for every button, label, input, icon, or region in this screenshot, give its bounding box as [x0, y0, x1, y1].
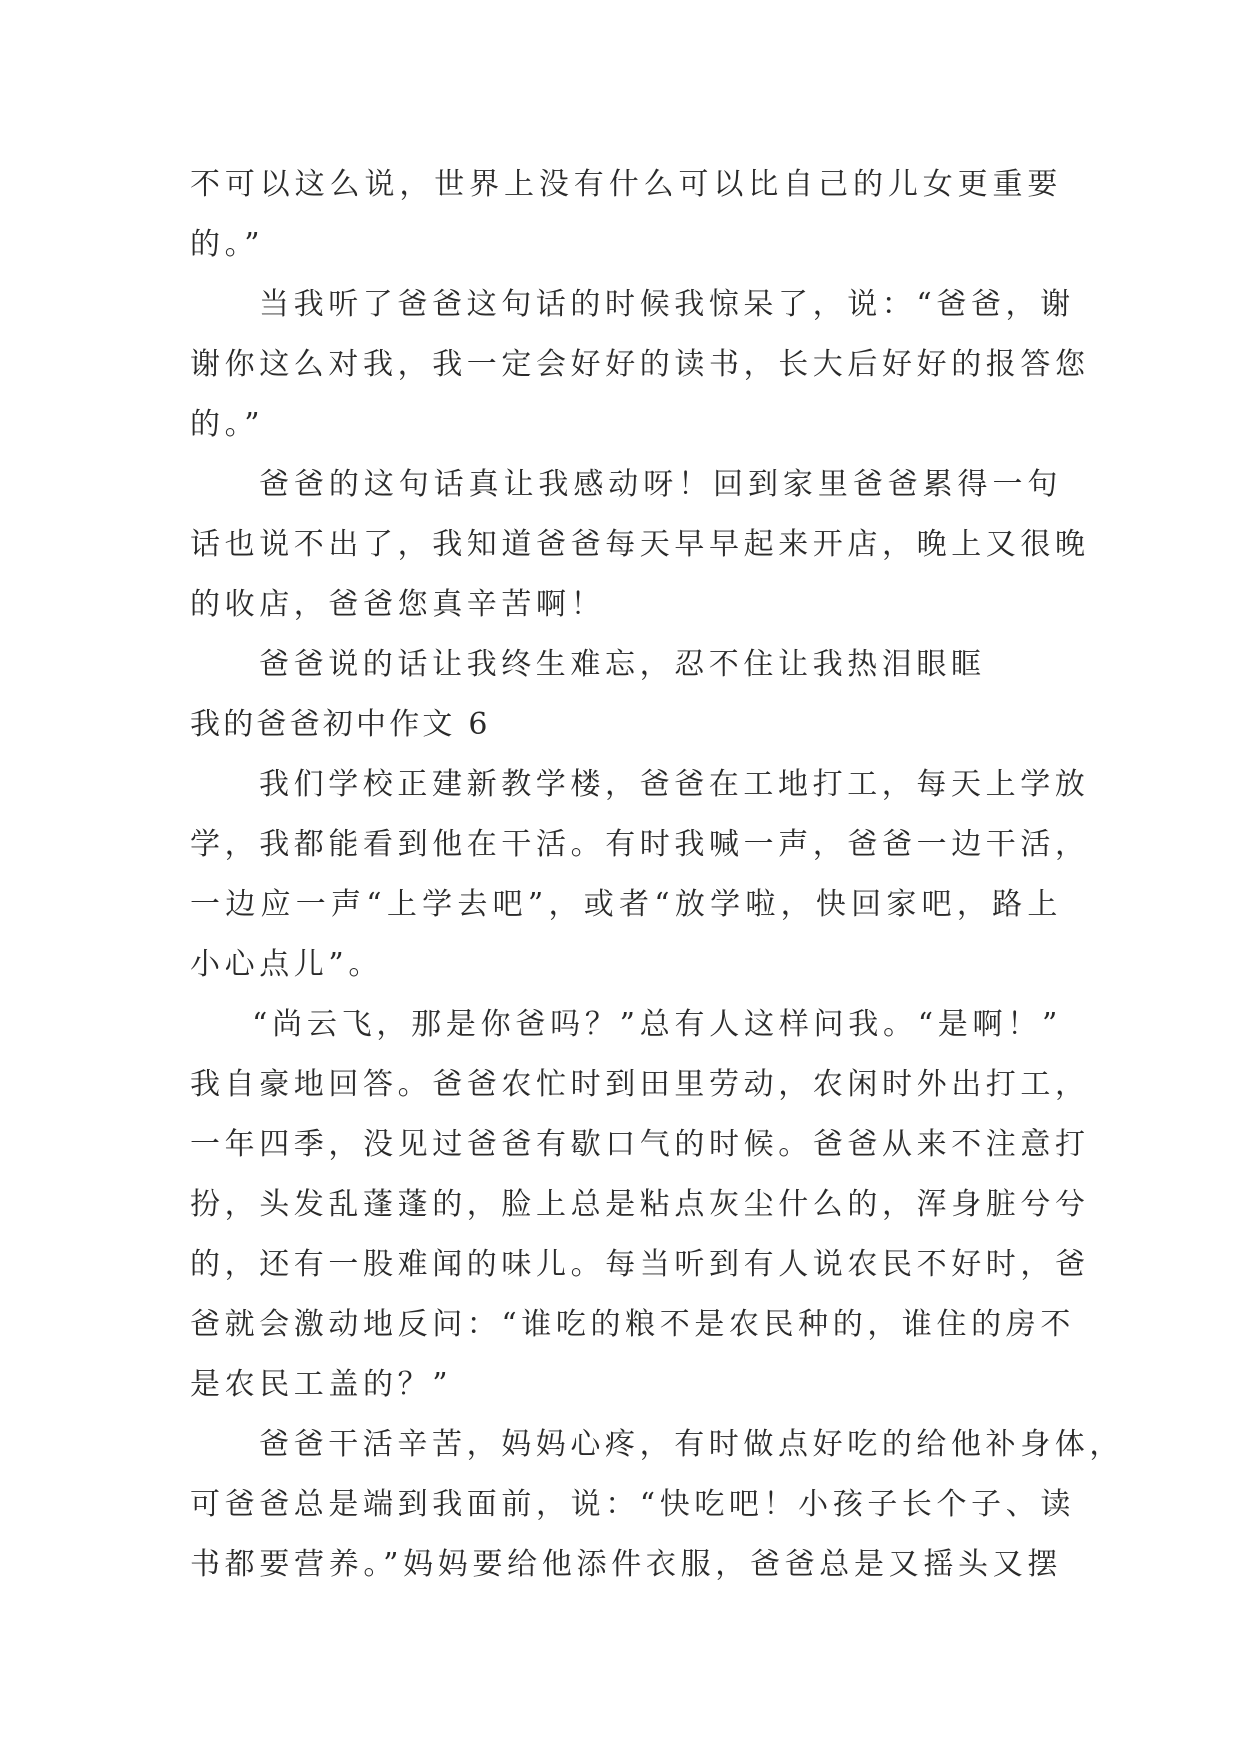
text-line: 是农民工盖的？” [190, 1367, 453, 1402]
text-line: 我自豪地回答。爸爸农忙时到田里劳动，农闲时外出打工， [190, 1067, 1090, 1102]
paragraph-start-line: 爸爸说的话让我终生难忘，忍不住让我热泪眼眶 [259, 647, 986, 682]
text-line: 扮，头发乱蓬蓬的，脸上总是粘点灰尘什么的，浑身脏兮兮 [190, 1187, 1090, 1222]
text-line: 的收店，爸爸您真辛苦啊！ [190, 587, 606, 622]
text-line: 小心点儿”。 [190, 947, 383, 982]
text-line: 话也说不出了，我知道爸爸每天早早起来开店，晚上又很晚 [190, 527, 1090, 562]
text-line: 可爸爸总是端到我面前，说：“快吃吧！小孩子长个子、读 [190, 1487, 1075, 1522]
text-line: 书都要营养。”妈妈要给他添件衣服，爸爸总是又摇头又摆 [190, 1547, 1062, 1582]
text-line: 谢你这么对我，我一定会好好的读书，长大后好好的报答您 [190, 347, 1090, 382]
paragraph-start-line: 我们学校正建新教学楼，爸爸在工地打工，每天上学放 [259, 767, 1090, 802]
text-line: 爸就会激动地反问：“谁吃的粮不是农民种的，谁住的房不 [190, 1307, 1075, 1342]
paragraph-start-line: 当我听了爸爸这句话的时候我惊呆了，说：“爸爸，谢 [259, 287, 1075, 322]
section-heading: 我的爸爸初中作文 6 [190, 707, 491, 742]
paragraph-start-line: “尚云飞，那是你爸吗？”总有人这样问我。“是啊！” [252, 1007, 1062, 1042]
text-line: 的。” [190, 407, 265, 442]
text-line: 一边应一声“上学去吧”，或者“放学啦，快回家吧，路上 [190, 887, 1062, 922]
text-line: 一年四季，没见过爸爸有歇口气的时候。爸爸从来不注意打 [190, 1127, 1090, 1162]
paragraph-start-line: 爸爸的这句话真让我感动呀！回到家里爸爸累得一句 [259, 467, 1062, 502]
text-line: 学，我都能看到他在干活。有时我喊一声，爸爸一边干活， [190, 827, 1090, 862]
paragraph-start-line: 爸爸干活辛苦，妈妈心疼，有时做点好吃的给他补身体， [259, 1427, 1124, 1462]
document-body [190, 155, 1124, 1595]
text-line: 的，还有一股难闻的味儿。每当听到有人说农民不好时，爸 [190, 1247, 1090, 1282]
text-line: 不可以这么说，世界上没有什么可以比自己的儿女更重要 [190, 167, 1062, 202]
text-line: 的。” [190, 227, 265, 262]
